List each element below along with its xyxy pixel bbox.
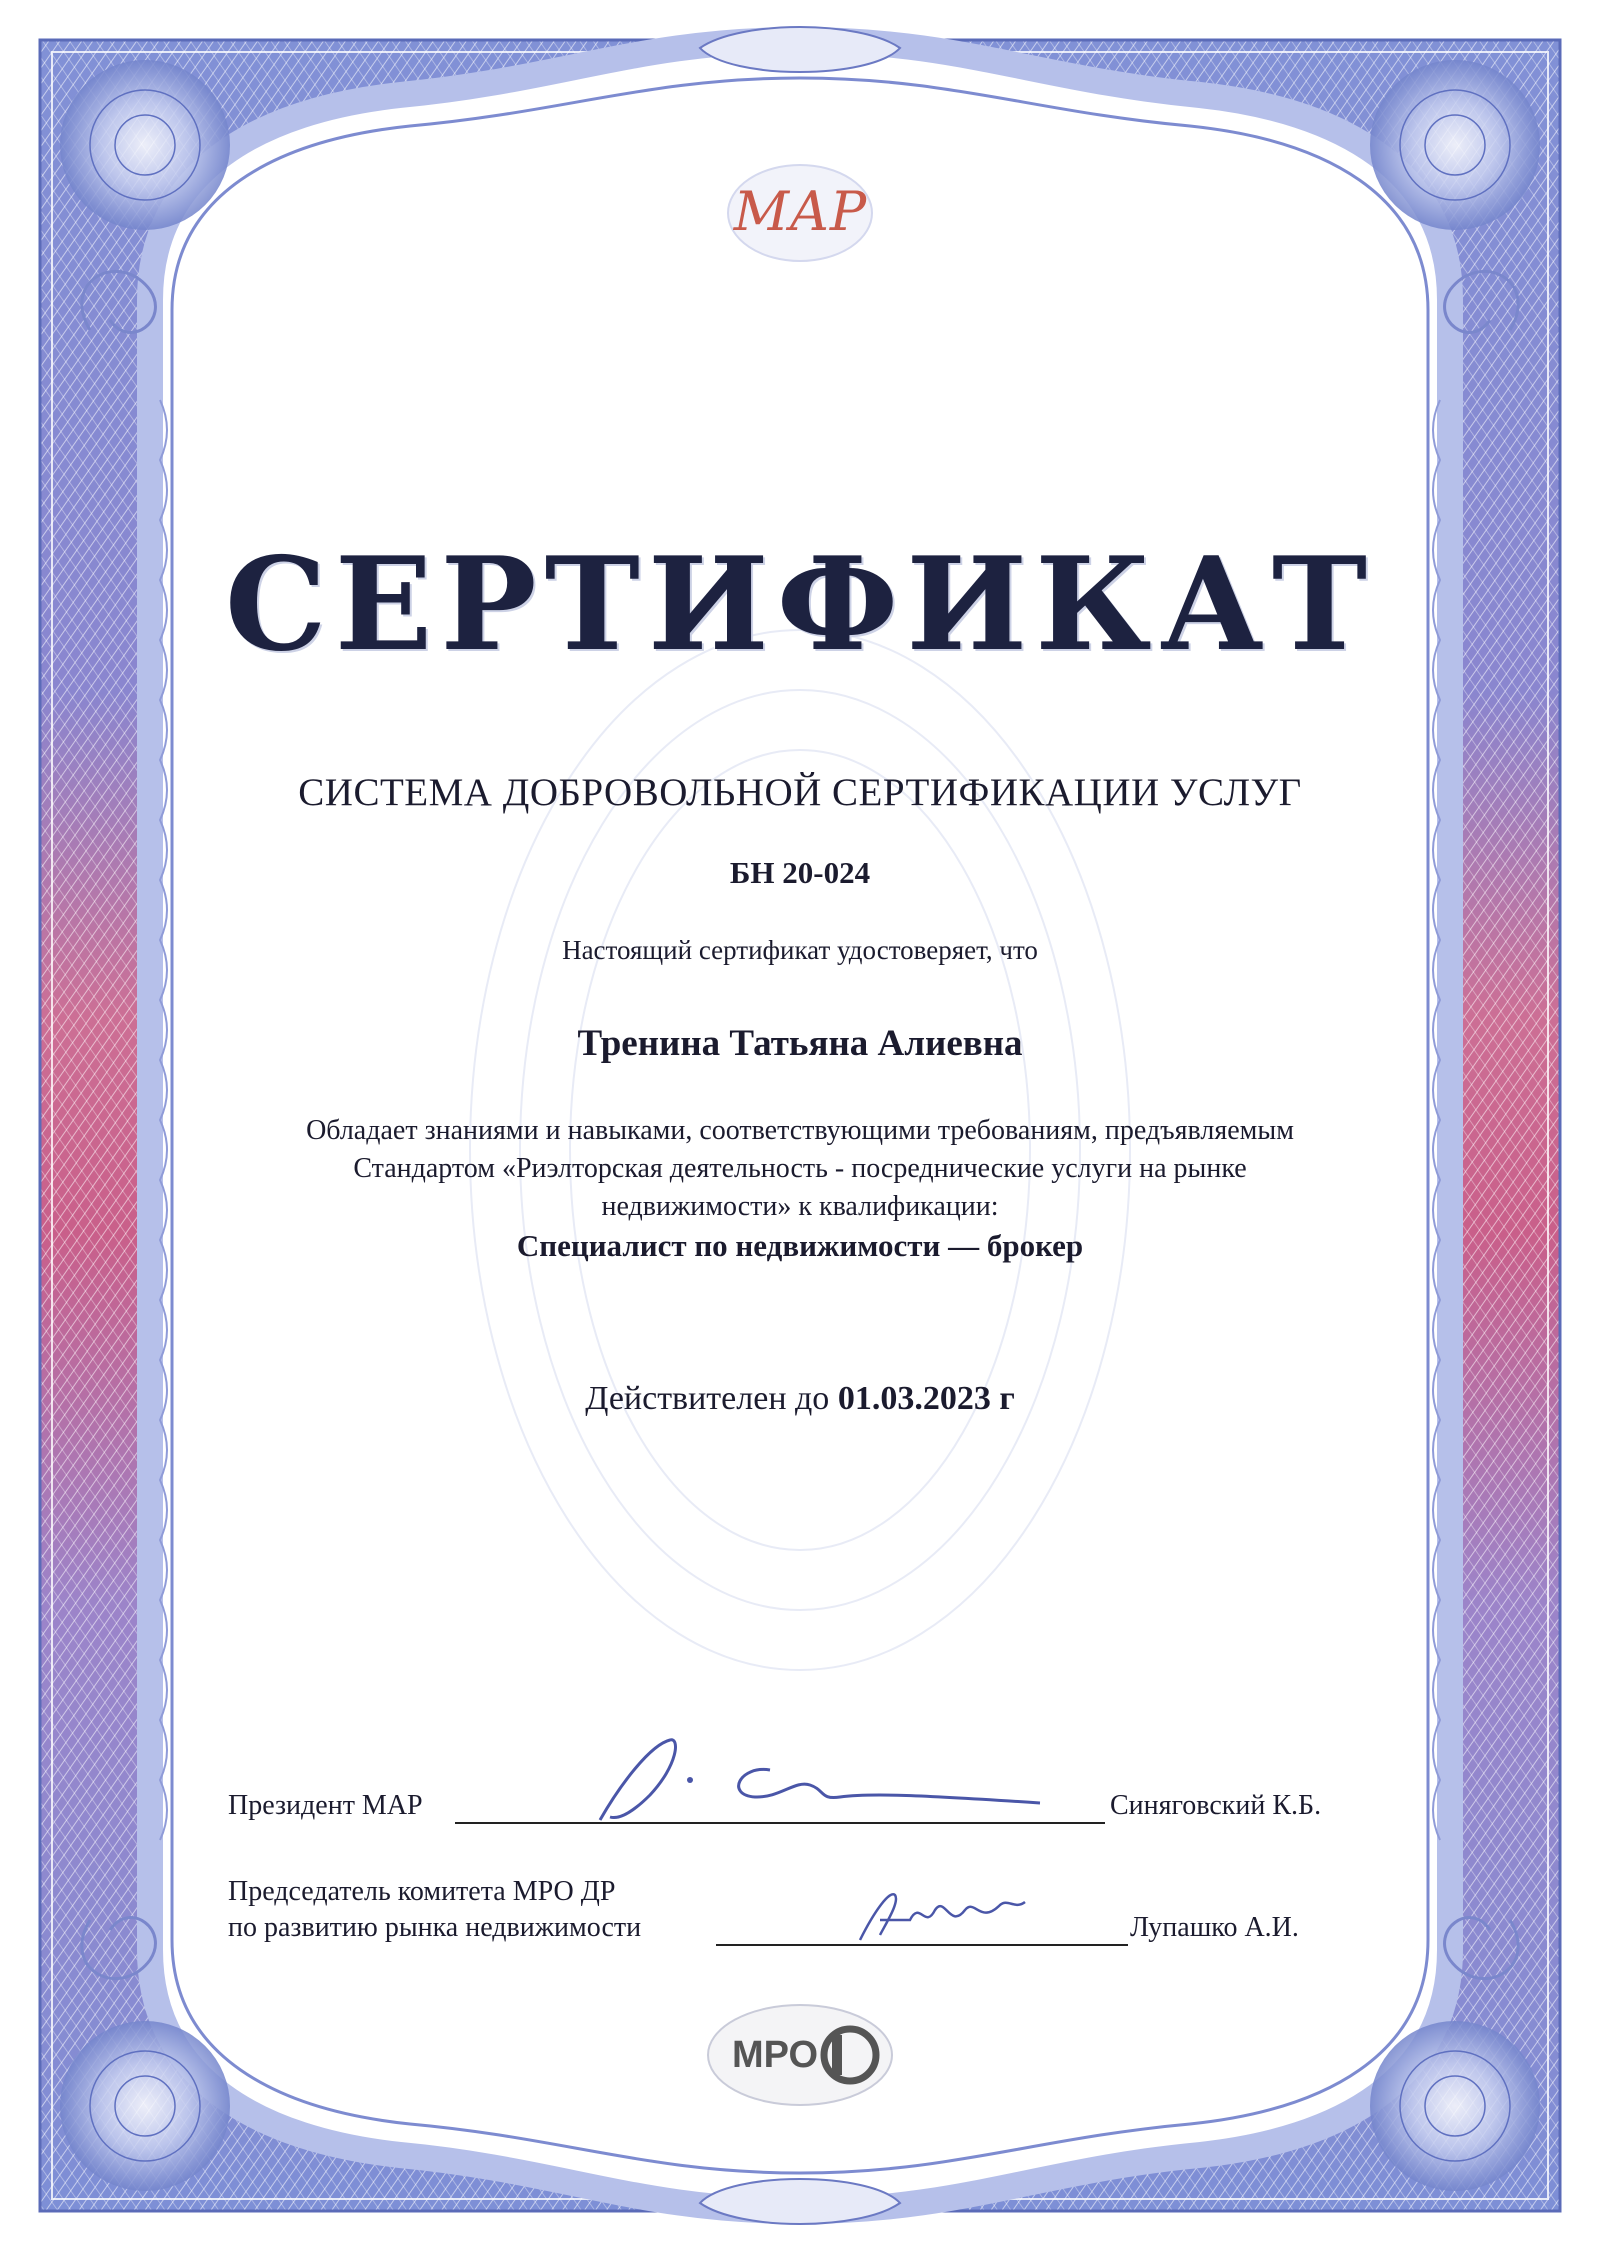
validity-date: 01.03.2023 г <box>837 1380 1015 1417</box>
qualification: Специалист по недвижимости — брокер <box>516 1228 1084 1263</box>
top-logo <box>720 158 880 268</box>
description-line: недвижимости» к квалификации: <box>601 1191 999 1222</box>
signature-name-2: Лупашко А.И. <box>1130 1912 1299 1943</box>
validity-prefix: Действителен до <box>585 1380 830 1417</box>
signature-1-icon <box>540 1725 1060 1835</box>
validity <box>0 1380 1600 1418</box>
description-paragraph <box>0 1112 1600 1226</box>
bottom-seal <box>700 2000 900 2110</box>
signature-role-1: Президент МАР <box>228 1790 423 1821</box>
certificate-title: СЕРТИФИКАТ <box>224 530 1376 680</box>
signature-role-2-line-2: по развитию рынка недвижимости <box>228 1912 642 1943</box>
certifies-text: Настоящий сертификат удостоверяет, что <box>562 935 1038 965</box>
certification-system-name: СИСТЕМА ДОБРОВОЛЬНОЙ СЕРТИФИКАЦИИ УСЛУГ <box>298 771 1302 814</box>
description-line: Обладает знаниями и навыками, соответствующими требованиям, предъявляемым <box>306 1115 1294 1146</box>
signature-2-icon <box>850 1880 1030 1950</box>
certificate-number: БН 20-024 <box>729 855 871 890</box>
signature-name-1: Синяговский К.Б. <box>1110 1790 1322 1821</box>
description-line: Стандартом «Риэлторская деятельность - посреднические услуги на рынке <box>353 1153 1247 1184</box>
top-logo-text: МАР <box>733 180 867 243</box>
holder-name: Тренина Татьяна Алиевна <box>577 1023 1023 1064</box>
bottom-seal-text: МРО <box>731 2034 819 2076</box>
signature-role-2-line-1: Председатель комитета МРО ДР <box>228 1876 616 1907</box>
